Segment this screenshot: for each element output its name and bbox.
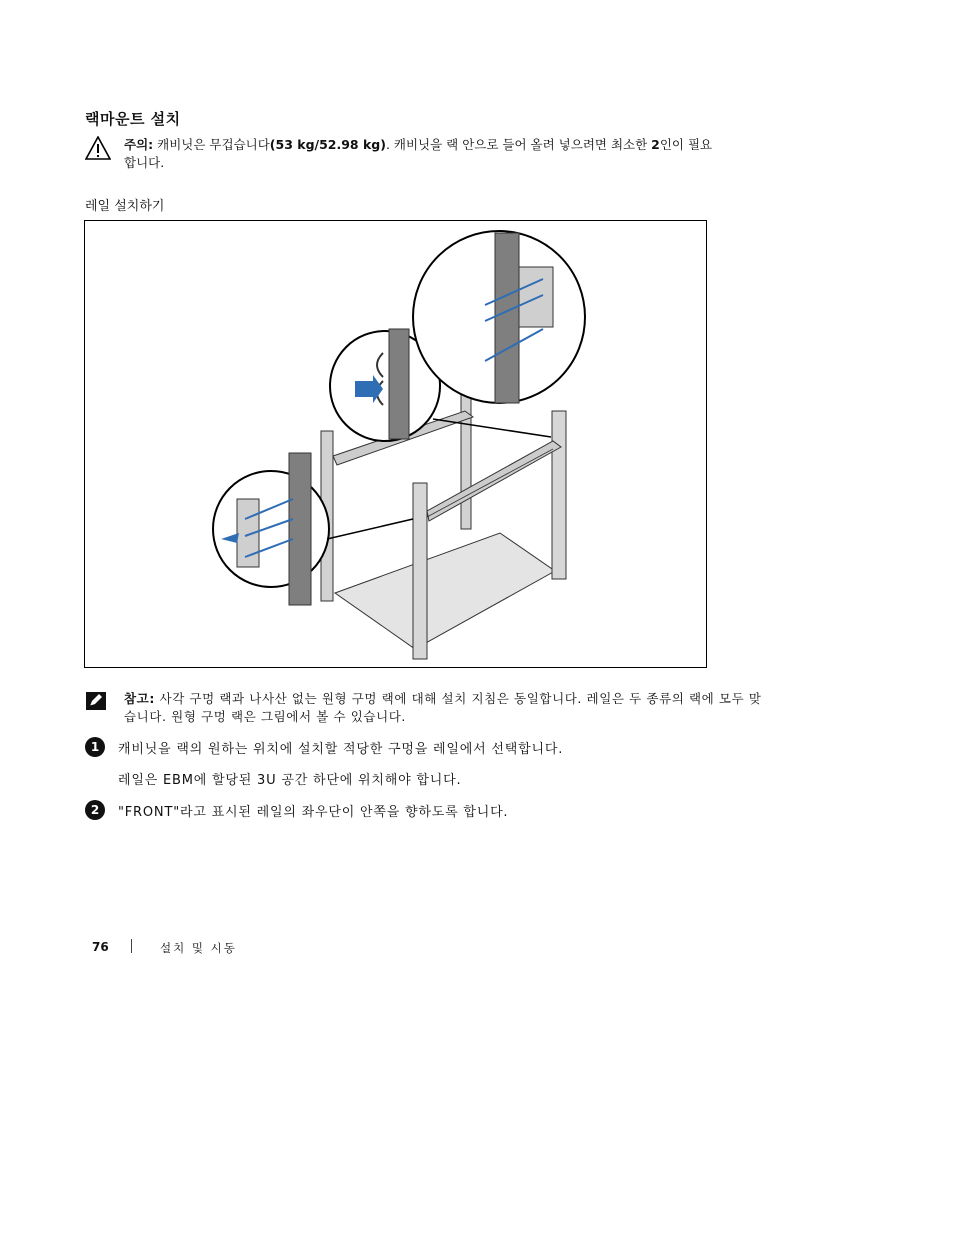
rail-installation-figure <box>84 220 707 668</box>
section-title: 랙마운트 설치 <box>85 110 181 128</box>
step-2-badge: 2 <box>85 800 105 820</box>
step-1-text: 캐비닛을 랙의 원하는 위치에 설치할 적당한 구멍을 레일에서 선택합니다. <box>118 742 564 757</box>
caution-body-end: 인이 필요합니다. <box>124 137 713 170</box>
caution-people-count: 2 <box>651 137 660 152</box>
footer-separator <box>131 939 132 953</box>
caution-label: 주의: <box>124 137 154 152</box>
note-label: 참고: <box>124 691 155 706</box>
caution-triangle-icon <box>85 136 111 160</box>
caution-text <box>124 136 724 172</box>
step-1-badge: 1 <box>85 737 105 757</box>
note-pencil-icon <box>85 691 107 711</box>
page-number: 76 <box>92 940 109 954</box>
subheading: 레일 설치하기 <box>85 199 165 214</box>
note-text <box>124 690 764 726</box>
footer-section-name: 설치 및 시동 <box>160 941 237 955</box>
caution-body-start: 캐비닛은 무겁습니다 <box>157 137 270 152</box>
caution-body-middle: . 캐비닛을 랙 안으로 들어 올려 넣으려면 최소한 <box>385 137 652 152</box>
caution-weight: (53 kg/52.98 kg) <box>269 137 386 152</box>
step-2-text: "FRONT"라고 표시된 레일의 좌우단이 안쪽을 향하도록 합니다. <box>118 805 509 820</box>
note-body: 사각 구멍 랙과 나사산 없는 원형 구멍 랙에 대해 설치 지침은 동일합니다. 레일은 두 종류의 랙에 모두 맞습니다. 원형 구멍 랙은 그림에서 볼 수 있습니다. <box>124 691 762 724</box>
step-1-subtext: 레일은 EBM에 할당된 3U 공간 하단에 위치해야 합니다. <box>118 773 462 788</box>
